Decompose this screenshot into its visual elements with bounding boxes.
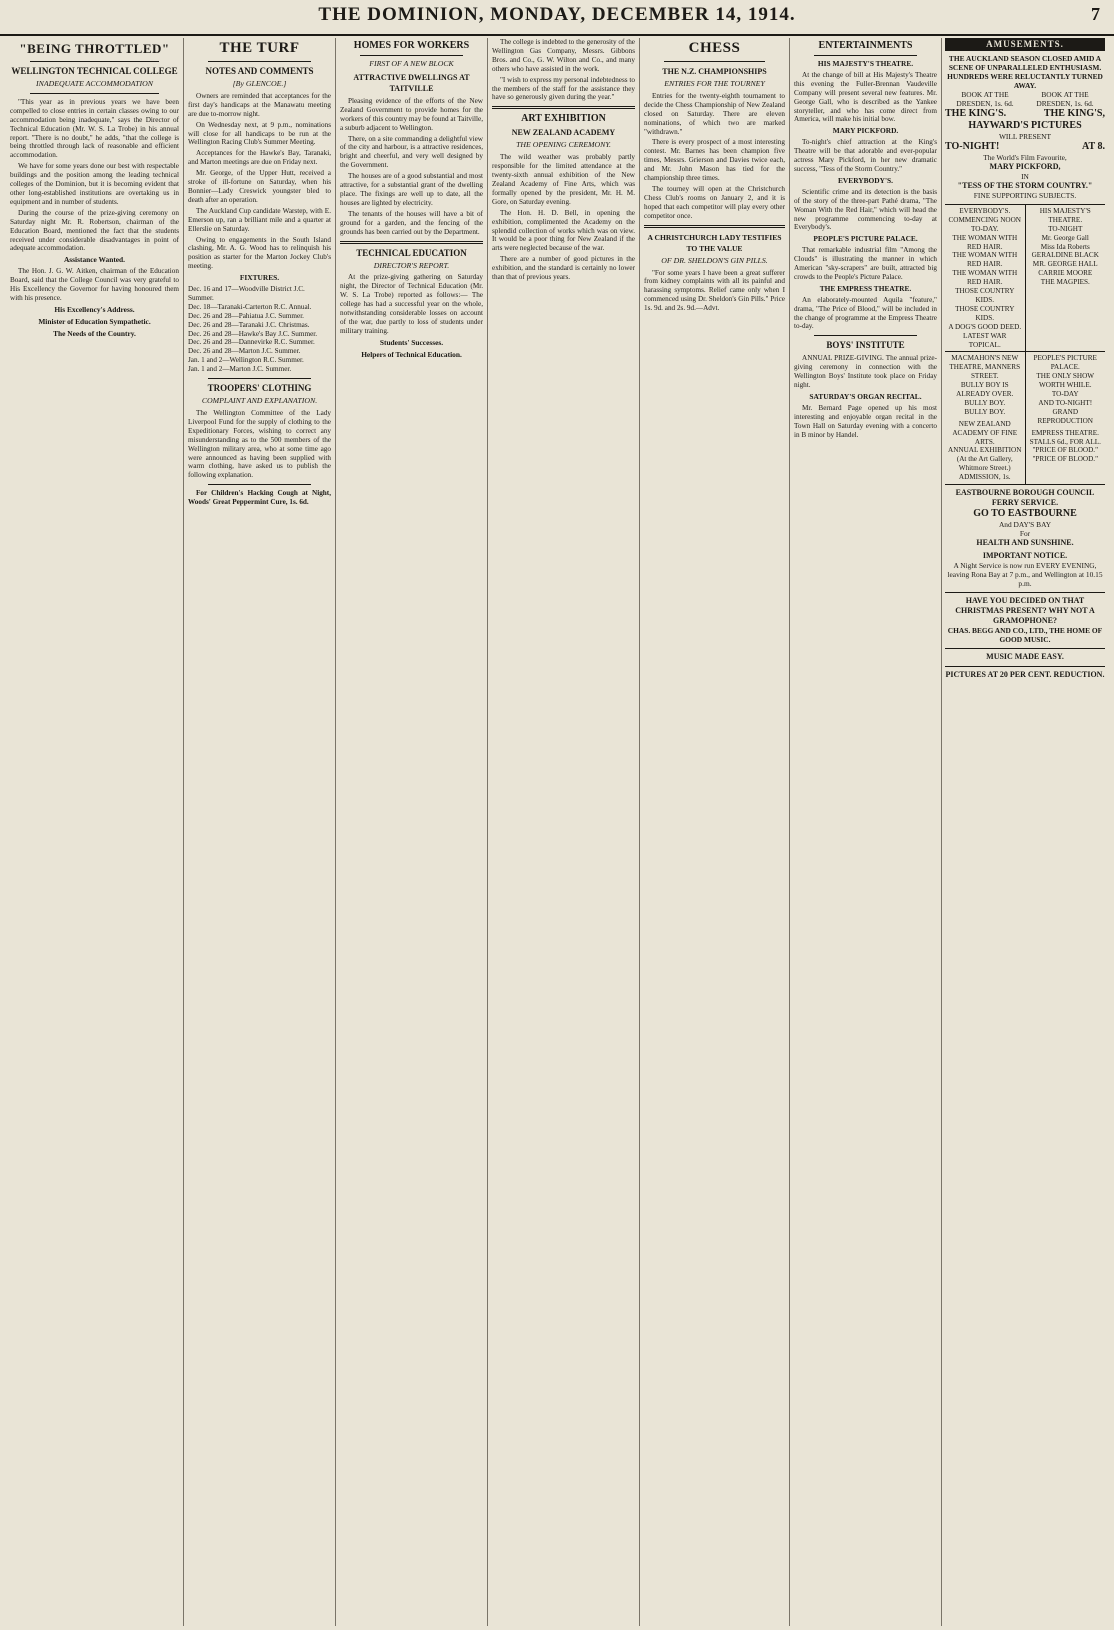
- section-heading: PEOPLE'S PICTURE PALACE.: [813, 234, 918, 244]
- fixture-item: Dec. 26 and 28—Marton J.C. Summer.: [188, 347, 301, 356]
- article-paragraph: At the prize-giving gathering on Saturday night, the Director of Technical Education (Mr. W. S. La Trobe) reported as follows:— The college has had a successful year on the whole, notwithstanding considerable losses on account of the war, due partly to loss of students under military training.: [340, 273, 483, 335]
- technical-heading: TECHNICAL EDUCATION: [356, 247, 467, 258]
- article-paragraph: Entries for the twenty-eighth tournament to decide the Chess Championship of New Zealand closed on Saturday. There are eleven nominations, of which two are marked "withdrawn.": [644, 91, 785, 136]
- masthead-title: THE DOMINION, MONDAY, DECEMBER 14, 1914.: [318, 4, 796, 25]
- hayward-pictures: HAYWARD'S PICTURES: [968, 119, 1082, 131]
- column-technical-college: [6, 38, 184, 1626]
- article-paragraph: The tourney will open at the Christchurch Chess Club's rooms on January 2, and it is hoped that each competitor will play every other competitor once.: [644, 184, 785, 220]
- theatre-adverts-row: [945, 205, 1105, 353]
- macmahon-heading: MACMAHON'S NEW THEATRE, MANNERS STREET.: [949, 354, 1021, 381]
- divider: [644, 225, 785, 228]
- booking-right: BOOK AT THE DRESDEN, 1s. 6d.: [1036, 89, 1094, 108]
- kings-row: [945, 108, 1105, 120]
- star-name: MARY PICKFORD,: [989, 161, 1061, 171]
- article-paragraph: The Hon. J. G. W. Aitken, chairman of the Education Board, said that the College Council was very grateful to His Excellency the Governor for having honoured them with his presence.: [10, 267, 179, 302]
- macmahon-line: BULLY BOY.: [964, 407, 1006, 416]
- article-paragraph: Owing to engagements in the South Island clashing, Mr. A. G. Wood has to relinquish his position as starter for the Marton Jockey Club's meeting.: [188, 235, 331, 271]
- article-paragraph: An elaborately-mounted Aquila "feature," drama, "The Price of Blood," will be included in the change of programme at the Empress Theatre to-day.: [794, 295, 937, 331]
- divider: [814, 335, 917, 336]
- masthead: [0, 0, 1114, 36]
- deck: INADEQUATE ACCOMMODATION: [36, 79, 153, 88]
- section-heading: Minister of Education Sympathetic.: [38, 316, 151, 326]
- subheading: NOTES AND COMMENTS: [205, 66, 314, 76]
- peoples-heading: PEOPLE'S PICTURE PALACE.: [1033, 354, 1097, 372]
- majestys-line: Miss Ida Roberts: [1040, 242, 1090, 251]
- fixture-item: Dec. 16 and 17—Woodville District J.C. Summer.: [188, 285, 305, 302]
- everybodys-line: THE WOMAN WITH RED HAIR.: [952, 269, 1018, 287]
- article-paragraph: On Wednesday next, at 9 p.m., nominations will close for all handicaps to be run at the Wellington Racing Club's Summer Meeting.: [188, 120, 331, 147]
- article-paragraph: To-night's chief attraction at the King's Theatre will be that adorable and ever-popular actress Mary Pickford, in her new dramatic success, "Tess of the Storm Country.": [794, 138, 937, 173]
- majestys-line: GERALDINE BLACK: [1031, 251, 1099, 260]
- fixture-item: Dec. 18—Taranaki-Carterton R.C. Annual.: [188, 302, 312, 311]
- headline-the-turf: THE TURF: [219, 40, 300, 56]
- column-homes-for-workers: [336, 38, 488, 1626]
- headline-homes-for-workers: HOMES FOR WORKERS: [353, 40, 470, 51]
- fixtures-list: [188, 285, 331, 374]
- advert-heading: A CHRISTCHURCH LADY TESTIFIES TO THE VALUE: [647, 232, 782, 253]
- divider: [208, 378, 311, 379]
- article-paragraph: There are a number of good pictures in the exhibition, and the standard is certainly no lower than that of previous years.: [492, 255, 635, 282]
- deck: ATTRACTIVE DWELLINGS AT TAITVILLE: [353, 72, 470, 93]
- fixture-item: Dec. 26 and 28—Pahiatua J.C. Summer.: [188, 311, 304, 320]
- page-number: 7: [1091, 4, 1100, 24]
- section-heading: MARY PICKFORD.: [832, 126, 899, 136]
- article-paragraph: During the course of the prize-giving ceremony on Saturday night Mr. R. Robertson, chairman of the Education Board, mentioned the fact that the students received under considerable disadvantages in point of adequate accommodation.: [10, 208, 179, 253]
- peoples-line: TO-DAY: [1051, 390, 1079, 399]
- section-heading: The Needs of the Country.: [53, 328, 136, 338]
- advert-text: "For some years I have been a great sufferer from kidney complaints with all its painful and harassing symptoms. Relief came only when I commenced using Dr. Sheldon's Gin Pills." Price 1s. 9d. and 2s. 9d.—Advt.: [644, 268, 785, 313]
- section-heading: Helpers of Technical Education.: [361, 349, 462, 359]
- section-heading: THE EMPRESS THEATRE.: [819, 283, 912, 293]
- kings-right: THE KING'S,: [1043, 107, 1105, 119]
- divider: [340, 241, 483, 244]
- article-paragraph: We have for some years done our best with respectable buildings and the position among the leading technical colleges of the Dominion, but it is becoming evident that other long-established institutions are overtaking us in equipment and in number of students.: [10, 162, 179, 206]
- macmahon-line: BULLY BOY.: [964, 398, 1006, 407]
- academy-line: ADMISSION, 1s.: [958, 473, 1011, 482]
- peoples-line: AND TO-NIGHT!: [1038, 398, 1093, 407]
- advert-line: For Children's Hacking Cough at Night, Woods' Great Peppermint Cure, 1s. 6d.: [188, 489, 331, 507]
- column-amusements: [942, 38, 1108, 1626]
- troopers-subheading: COMPLAINT AND EXPLANATION.: [201, 396, 318, 406]
- favourite: The World's Film Favourite,: [983, 152, 1067, 162]
- fixture-item: Dec. 26 and 28—Dannevirke R.C. Summer.: [188, 338, 315, 347]
- peoples-advert: [1026, 352, 1106, 484]
- eastbourne-line: And DAY'S BAY: [998, 520, 1052, 530]
- headline-being-throttled: "BEING THROTTLED": [19, 41, 170, 56]
- article-paragraph: The Wellington Committee of the Lady Liverpool Fund for the supply of clothing to the Expeditionary Forces, wishing to correct any misunderstanding as to the 500 members of the Wellington military area, who at some time ago were announced as having been supplied with warm clothing, have asked us to publish the following explanation.: [188, 409, 331, 480]
- everybodys-advert: [945, 205, 1026, 352]
- film-title: "TESS OF THE STORM COUNTRY.": [957, 180, 1093, 190]
- technical-subheading: DIRECTOR'S REPORT.: [373, 260, 450, 270]
- byline: [By GLENCOE.]: [232, 79, 287, 88]
- section-heading: Assistance Wanted.: [63, 255, 126, 265]
- article-paragraph: Mr. George, of the Upper Hutt, received a stroke of ill-fortune on Saturday, when his Bonnier—Lady Creswick youngster bled to death after an operation.: [188, 169, 331, 204]
- section-heading: His Excellency's Address.: [54, 304, 135, 314]
- music-heading: MUSIC MADE EASY.: [986, 652, 1064, 662]
- everybodys-line: COMMENCING NOON TO-DAY.: [948, 215, 1021, 233]
- amusements-header: AMUSEMENTS.: [945, 38, 1105, 51]
- advert-banner: THE AUCKLAND SEASON CLOSED AMID A SCENE OF UNPARALLELED ENTHUSIASM. HUNDREDS WERE RELUCTANTLY TURNED AWAY.: [947, 53, 1103, 90]
- everybodys-line: THE WOMAN WITH RED HAIR.: [952, 251, 1018, 269]
- subheading: WELLINGTON TECHNICAL COLLEGE: [11, 66, 178, 76]
- everybodys-line: A DOG'S GOOD DEED.: [948, 322, 1022, 331]
- majestys-advert: [1026, 205, 1106, 352]
- everybodys-line: THOSE COUNTRY KIDS.: [955, 304, 1015, 322]
- article-paragraph: There, on a site commanding a delightful view of the city and harbour, is a attractive residences, bright and cheerful, and very well designed by the Government.: [340, 134, 483, 170]
- column-turf: [184, 38, 336, 1626]
- article-paragraph: The college is indebted to the generosity of the Wellington Gas Company, Messrs. Gibbons Bros. and Co., G. W. Wilton and Co., and many others who have assisted in the work.: [492, 38, 635, 73]
- gramophone-advert: [945, 593, 1105, 649]
- in-label: IN: [1021, 171, 1029, 181]
- macmahon-advert: [945, 352, 1026, 484]
- art-deck: THE OPENING CEREMONY.: [516, 140, 611, 150]
- majestys-line: THE MAGPIES.: [1040, 278, 1090, 287]
- article-paragraph: Scientific crime and its detection is the basis of the story of the three-part Pathé drama, "The Woman With the Red Hair," which will head the new programme commencing to-day at Everybody's.: [794, 187, 937, 232]
- majestys-heading: HIS MAJESTY'S THEATRE.: [1039, 206, 1091, 224]
- gramophone-heading: HAVE YOU DECIDED ON THAT CHRISTMAS PRESENT? WHY NOT A GRAMOPHONE?: [955, 596, 1095, 626]
- article-paragraph: The Hon. H. D. Bell, in opening the exhibition, complimented the Academy on the splendid collection of works which was on view. It would be a poor thing for New Zealand if the arts were neglected because of the war.: [492, 208, 635, 253]
- theatre-adverts-row: [945, 352, 1105, 485]
- headline-chess: CHESS: [688, 40, 741, 56]
- eastbourne-line: For: [1019, 529, 1031, 539]
- eastbourne-line: HEALTH AND SUNSHINE.: [976, 538, 1074, 548]
- majestys-line: TO-NIGHT: [1048, 224, 1083, 233]
- column-entertainments: [790, 38, 942, 1626]
- article-paragraph: Acceptances for the Hawke's Bay, Taranaki, and Marton meetings are due on Friday next.: [188, 149, 331, 167]
- tonight: TO-NIGHT!: [945, 140, 1000, 152]
- kings-left: THE KING'S.: [945, 107, 1007, 119]
- fixture-item: Dec. 26 and 28—Hawke's Bay J.C. Summer.: [188, 329, 318, 338]
- article-paragraph: Mr. Bernard Page opened up his most interesting and enjoyable organ recital in the Town Hall on Saturday evening with a concerto in B minor by Handel.: [794, 403, 937, 439]
- notice-heading: IMPORTANT NOTICE.: [982, 551, 1068, 561]
- fixture-item: Jan. 1 and 2—Wellington R.C. Summer.: [188, 356, 304, 365]
- column-chess: [640, 38, 790, 1626]
- section-heading: EVERYBODY'S.: [838, 175, 893, 185]
- majestys-line: Mr. George Gall: [1041, 233, 1089, 242]
- academy-line: (At the Art Gallery, Whitmore Street.): [956, 455, 1013, 473]
- at-eight: AT 8.: [1082, 140, 1105, 152]
- divider: [208, 484, 311, 485]
- column-art-exhibition: [488, 38, 640, 1626]
- article-paragraph: ANNUAL PRIZE-GIVING. The annual prize-giving ceremony in connection with the Wellington Boys' Institute took place on Friday night.: [794, 354, 937, 390]
- article-paragraph: The tenants of the houses will have a bit of ground for a garden, and the fencing of the grounds has been carried out by the Department.: [340, 209, 483, 236]
- majestys-line: MR. GEORGE HALL: [1032, 260, 1098, 269]
- art-heading: ART EXHIBITION: [521, 113, 606, 125]
- divider: [814, 55, 917, 56]
- divider: [492, 106, 635, 109]
- empress-line: STALLS 6d., FOR ALL.: [1029, 437, 1101, 446]
- booking-left: BOOK AT THE DRESDEN, 1s. 6d.: [956, 89, 1014, 108]
- fixture-item: Jan. 1 and 2—Marton J.C. Summer.: [188, 365, 292, 374]
- tonight-row: [945, 141, 1105, 153]
- advert-subheading: OF DR. SHELDON'S GIN PILLS.: [661, 255, 768, 265]
- booking-row: [945, 90, 1105, 108]
- headline-entertainments: ENTERTAINMENTS: [818, 40, 913, 51]
- fixtures-heading: FIXTURES.: [239, 273, 280, 283]
- article-paragraph: The Auckland Cup candidate Warstep, with E. Emerson up, ran a brilliant mile and a quarter at Ellerslie on Saturday.: [188, 206, 331, 233]
- article-paragraph: Owners are reminded that acceptances for the first day's handicaps at the Manawatu meeting are due to-morrow night.: [188, 91, 331, 118]
- eastbourne-ferry-advert: [945, 485, 1105, 593]
- article-paragraph: Pleasing evidence of the efforts of the New Zealand Government to provide homes for the workers of this country may be found at Taitville, a suburb adjacent to Wellington.: [340, 96, 483, 132]
- everybodys-line: LATEST WAR TOPICAL.: [963, 331, 1007, 349]
- article-paragraph: "This year as in previous years we have been compelled to close entries in certain classes owing to our accommodation being inadequate," says the Director of Technical Education (Mr. W. S. La Trobe) in his annual report. "There is no doubt," he adds, "that the college is being throttled through lack of reasonable and efficient accommodation.: [10, 97, 179, 160]
- will-present: WILL PRESENT: [998, 131, 1052, 141]
- divider: [664, 61, 765, 62]
- section-heading: SATURDAY'S ORGAN RECITAL.: [809, 392, 922, 401]
- peoples-line: GRAND REPRODUCTION: [1037, 407, 1093, 425]
- divider: [30, 61, 159, 62]
- peoples-line: THE ONLY SHOW WORTH WHILE.: [1036, 372, 1095, 390]
- subheading: THE N.Z. CHAMPIONSHIPS: [662, 67, 767, 76]
- troopers-heading: TROOPERS' CLOTHING: [207, 383, 312, 394]
- academy-heading: NEW ZEALAND ACADEMY OF FINE ARTS.: [952, 419, 1018, 446]
- article-paragraph: At the change of bill at His Majesty's Theatre this evening the Fuller-Brennan Vaudeville Company will present several new features. Mr. George Gall, who is described as the Yankee storyteller, and who has come direct from America, will make his initial bow.: [794, 70, 937, 124]
- article-paragraph: The wild weather was probably partly responsible for the limited attendance at the twenty-sixth annual exhibition of the New Zealand Academy of Fine Arts, which was formally opened by the president, Mr. H. M. Gore, on Saturday evening.: [492, 153, 635, 206]
- empress-heading: EMPRESS THEATRE.: [1031, 428, 1099, 437]
- fixture-item: Dec. 26 and 28—Taranaki J.C. Christmas.: [188, 320, 310, 329]
- macmahon-line: BULLY BOY IS ALREADY OVER.: [956, 381, 1014, 399]
- pictures-advert: [945, 667, 1105, 684]
- notice-text: A Night Service is now run EVERY EVENING, leaving Rona Bay at 7 p.m., and Wellington at 10.15 p.m.: [947, 561, 1103, 589]
- divider: [208, 61, 311, 62]
- divider: [30, 93, 159, 94]
- subheading: FIRST OF A NEW BLOCK: [369, 59, 454, 68]
- everybodys-line: THE WOMAN WITH RED HAIR.: [952, 233, 1018, 251]
- article-paragraph: "I wish to express my personal indebtedness to the members of the staff for the assistance they have so generously given during the year.": [492, 75, 635, 102]
- pictures-heading: PICTURES AT 20 PER CENT. REDUCTION.: [945, 670, 1105, 680]
- empress-line: "PRICE OF BLOOD.": [1032, 446, 1099, 455]
- section-heading: Students' Successes.: [379, 337, 444, 347]
- divider: [360, 55, 463, 56]
- fine-subjects: FINE SUPPORTING SUBJECTS.: [973, 190, 1077, 200]
- everybodys-heading: EVERYBODY'S.: [959, 206, 1011, 215]
- academy-line: ANNUAL EXHIBITION: [948, 446, 1022, 455]
- article-paragraph: There is every prospect of a most interesting contest. Mr. Barnes has been champion five times, Messrs. Grierson and Davies twice each, and Mr. John Mason has tied for the championship three times.: [644, 138, 785, 183]
- kings-theatre-advert: [945, 51, 1105, 205]
- eastbourne-heading: EASTBOURNE BOROUGH COUNCIL FERRY SERVICE.: [955, 488, 1095, 508]
- music-advert: [945, 649, 1105, 667]
- empress-line: "PRICE OF BLOOD.": [1032, 455, 1099, 464]
- article-paragraph: That remarkable industrial film "Among the Clouds" is illustrating the manner in which American "sky-scrapers" are built, attracted big crowds to the People's Picture Palace.: [794, 246, 937, 281]
- everybodys-line: THOSE COUNTRY KIDS.: [955, 287, 1015, 304]
- art-subheading: NEW ZEALAND ACADEMY: [511, 128, 616, 138]
- deck: ENTRIES FOR THE TOURNEY: [664, 79, 765, 88]
- columns: [6, 38, 1108, 1626]
- article-paragraph: The houses are of a good substantial and most attractive, for a substantial grant of the dwelling place. The fixings are well up to date, all the houses are lighted by electricity.: [340, 172, 483, 207]
- majestys-line: CARRIE MOORE: [1038, 269, 1093, 278]
- eastbourne-line: GO TO EASTBOURNE: [973, 508, 1077, 520]
- section-heading: BOYS' INSTITUTE: [826, 340, 905, 351]
- section-heading: HIS MAJESTY'S THEATRE.: [817, 59, 914, 68]
- begg-line: CHAS. BEGG AND CO., LTD., THE HOME OF GOOD MUSIC.: [947, 626, 1103, 645]
